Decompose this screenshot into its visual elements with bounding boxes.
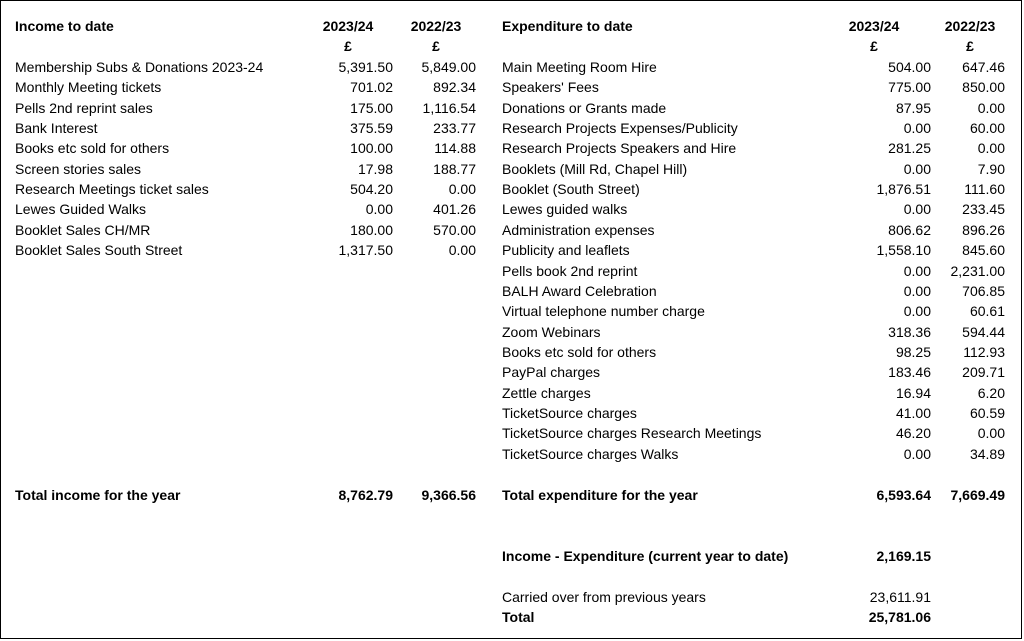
income-row-current: 17.98 bbox=[357, 161, 393, 177]
expenditure-row-previous: 0.00 bbox=[977, 140, 1005, 156]
expenditure-row-current: 183.46 bbox=[888, 364, 931, 380]
expenditure-row-current: 0.00 bbox=[903, 303, 931, 319]
income-row-current: 5,391.50 bbox=[338, 59, 393, 75]
income-row-previous: 0.00 bbox=[448, 242, 476, 258]
expenditure-row-label: Publicity and leaflets bbox=[502, 242, 630, 258]
expenditure-currency-previous: £ bbox=[966, 38, 974, 54]
income-currency-current: £ bbox=[344, 38, 352, 54]
expenditure-row-current: 0.00 bbox=[903, 161, 931, 177]
expenditure-row-label: BALH Award Celebration bbox=[502, 283, 657, 299]
grand-total-label: Total bbox=[502, 609, 535, 625]
expenditure-row-previous: 111.60 bbox=[964, 181, 1005, 197]
expenditure-row-label: Main Meeting Room Hire bbox=[502, 59, 657, 75]
expenditure-row-label: Virtual telephone number charge bbox=[502, 303, 705, 319]
income-row-label: Books etc sold for others bbox=[15, 140, 170, 156]
expenditure-row-previous: 594.44 bbox=[962, 324, 1005, 340]
expenditure-row-current: 0.00 bbox=[903, 263, 931, 279]
expenditure-row-current: 0.00 bbox=[903, 201, 931, 217]
expenditure-row-current: 98.25 bbox=[895, 344, 931, 360]
income-total-previous: 9,366.56 bbox=[421, 487, 476, 503]
expenditure-row-current: 46.20 bbox=[895, 425, 931, 441]
income-row-previous: 892.34 bbox=[433, 79, 476, 95]
income-row-current: 175.00 bbox=[350, 100, 393, 116]
expenditure-row-label: Lewes guided walks bbox=[502, 201, 628, 217]
income-row-label: Monthly Meeting tickets bbox=[15, 79, 162, 95]
expenditure-row-current: 318.36 bbox=[888, 324, 931, 340]
expenditure-col-previous: 2022/23 bbox=[944, 18, 996, 34]
income-col-current: 2023/24 bbox=[322, 18, 374, 34]
income-row-current: 375.59 bbox=[350, 120, 393, 136]
income-row-current: 100.00 bbox=[350, 140, 393, 156]
expenditure-row-previous: 647.46 bbox=[962, 59, 1005, 75]
expenditure-row-current: 281.25 bbox=[888, 140, 931, 156]
expenditure-total-current: 6,593.64 bbox=[876, 487, 931, 503]
income-row-previous: 570.00 bbox=[433, 222, 476, 238]
income-row-label: Bank Interest bbox=[15, 120, 98, 136]
expenditure-row-previous: 60.61 bbox=[969, 303, 1005, 319]
income-row-previous: 188.77 bbox=[433, 161, 476, 177]
income-row-label: Screen stories sales bbox=[15, 161, 142, 177]
expenditure-row-current: 16.94 bbox=[895, 385, 931, 401]
expenditure-row-label: Booklet (South Street) bbox=[502, 181, 640, 197]
expenditure-row-current: 806.62 bbox=[888, 222, 931, 238]
expenditure-row-current: 0.00 bbox=[903, 120, 931, 136]
grand-total-value: 25,781.06 bbox=[868, 609, 931, 625]
expenditure-row-label: Zoom Webinars bbox=[502, 324, 601, 340]
income-currency-previous: £ bbox=[432, 38, 440, 54]
income-row-label: Booklet Sales CH/MR bbox=[15, 222, 151, 238]
expenditure-row-previous: 60.59 bbox=[969, 405, 1005, 421]
expenditure-row-label: Administration expenses bbox=[502, 222, 655, 238]
income-row-current: 504.20 bbox=[350, 181, 393, 197]
carried-over-value: 23,611.91 bbox=[869, 589, 931, 605]
expenditure-row-current: 87.95 bbox=[895, 100, 931, 116]
net-label: Income - Expenditure (current year to date) bbox=[502, 548, 789, 564]
expenditure-title: Expenditure to date bbox=[502, 18, 633, 34]
expenditure-row-previous: 0.00 bbox=[977, 425, 1005, 441]
expenditure-row-current: 0.00 bbox=[903, 446, 931, 462]
expenditure-row-previous: 209.71 bbox=[962, 364, 1005, 380]
income-row-previous: 114.88 bbox=[434, 140, 476, 156]
carried-over-label: Carried over from previous years bbox=[502, 589, 706, 605]
expenditure-row-label: Zettle charges bbox=[502, 385, 591, 401]
expenditure-row-previous: 6.20 bbox=[977, 385, 1005, 401]
expenditure-row-previous: 60.00 bbox=[969, 120, 1005, 136]
expenditure-row-label: TicketSource charges bbox=[502, 405, 637, 421]
income-row-current: 180.00 bbox=[350, 222, 393, 238]
expenditure-row-previous: 34.89 bbox=[969, 446, 1005, 462]
income-row-label: Research Meetings ticket sales bbox=[15, 181, 209, 197]
expenditure-col-current: 2023/24 bbox=[848, 18, 900, 34]
expenditure-currency-current: £ bbox=[870, 38, 878, 54]
expenditure-total-label: Total expenditure for the year bbox=[502, 487, 698, 503]
expenditure-row-label: Books etc sold for others bbox=[502, 344, 657, 360]
expenditure-total-previous: 7,669.49 bbox=[950, 487, 1005, 503]
income-row-previous: 5,849.00 bbox=[421, 59, 476, 75]
expenditure-row-current: 775.00 bbox=[888, 79, 931, 95]
income-row-label: Membership Subs & Donations 2023-24 bbox=[15, 59, 264, 75]
income-total-label: Total income for the year bbox=[15, 487, 181, 503]
expenditure-row-label: TicketSource charges Walks bbox=[502, 446, 679, 462]
income-row-previous: 0.00 bbox=[448, 181, 476, 197]
expenditure-row-current: 1,558.10 bbox=[876, 242, 931, 258]
income-row-label: Booklet Sales South Street bbox=[15, 242, 183, 258]
expenditure-row-current: 41.00 bbox=[895, 405, 931, 421]
expenditure-row-label: Research Projects Expenses/Publicity bbox=[502, 120, 738, 136]
expenditure-row-previous: 0.00 bbox=[977, 100, 1005, 116]
expenditure-row-previous: 7.90 bbox=[977, 161, 1005, 177]
expenditure-row-label: Donations or Grants made bbox=[502, 100, 667, 116]
expenditure-row-label: Speakers' Fees bbox=[502, 79, 599, 95]
income-col-previous: 2022/23 bbox=[410, 18, 462, 34]
income-row-current: 701.02 bbox=[350, 79, 393, 95]
expenditure-row-previous: 845.60 bbox=[962, 242, 1005, 258]
expenditure-row-current: 0.00 bbox=[903, 283, 931, 299]
expenditure-row-previous: 233.45 bbox=[962, 201, 1005, 217]
expenditure-row-label: Pells book 2nd reprint bbox=[502, 263, 638, 279]
net-value: 2,169.15 bbox=[876, 548, 931, 564]
income-row-label: Pells 2nd reprint sales bbox=[15, 100, 153, 116]
income-title: Income to date bbox=[15, 18, 114, 34]
income-row-current: 0.00 bbox=[365, 201, 393, 217]
expenditure-row-label: Booklets (Mill Rd, Chapel Hill) bbox=[502, 161, 688, 177]
expenditure-row-label: Research Projects Speakers and Hire bbox=[502, 140, 737, 156]
income-total-current: 8,762.79 bbox=[338, 487, 393, 503]
expenditure-row-previous: 896.26 bbox=[962, 222, 1005, 238]
expenditure-row-previous: 112.93 bbox=[963, 344, 1005, 360]
income-row-previous: 401.26 bbox=[433, 201, 476, 217]
expenditure-row-previous: 850.00 bbox=[962, 79, 1005, 95]
expenditure-row-current: 1,876.51 bbox=[876, 181, 931, 197]
income-row-previous: 233.77 bbox=[433, 120, 476, 136]
income-row-previous: 1,116.54 bbox=[422, 100, 476, 116]
income-row-label: Lewes Guided Walks bbox=[15, 201, 146, 217]
expenditure-row-current: 504.00 bbox=[888, 59, 931, 75]
expenditure-row-previous: 2,231.00 bbox=[950, 263, 1005, 279]
expenditure-row-label: TicketSource charges Research Meetings bbox=[502, 425, 762, 441]
expenditure-row-previous: 706.85 bbox=[962, 283, 1005, 299]
income-row-current: 1,317.50 bbox=[338, 242, 393, 258]
expenditure-row-label: PayPal charges bbox=[502, 364, 601, 380]
